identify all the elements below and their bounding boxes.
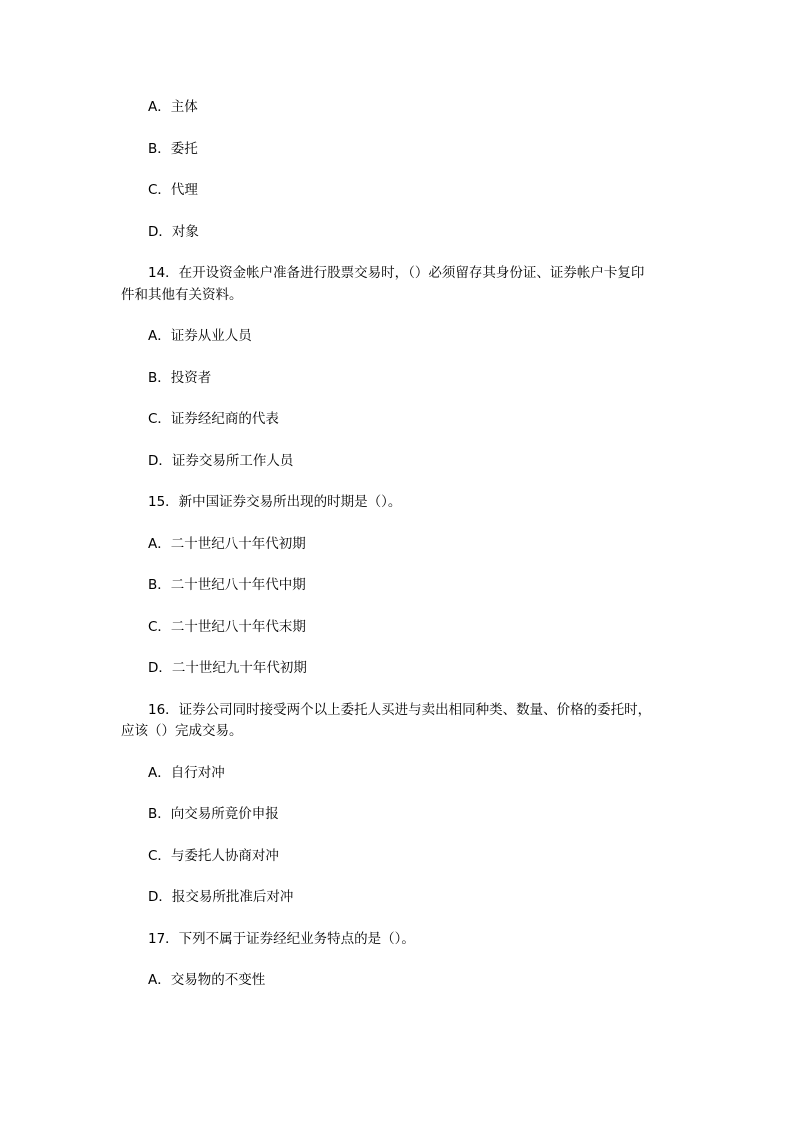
option-14-c: C．证券经纪商的代表 (148, 411, 279, 427)
option-13-a: A．主体 (148, 99, 198, 115)
question-14: 14．在开设资金帐户准备进行股票交易时，（）必须留存其身份证、证券帐户卡复印 (148, 265, 645, 281)
option-16-d: D．报交易所批准后对冲 (148, 889, 294, 905)
question-15: 15．新中国证券交易所出现的时期是（）。 (148, 494, 402, 510)
question-14-continued: 件和其他有关资料。 (121, 287, 243, 303)
option-15-a: A．二十世纪八十年代初期 (148, 536, 306, 552)
option-15-d: D．二十世纪九十年代初期 (148, 660, 307, 676)
option-16-b: B．向交易所竟价申报 (148, 806, 279, 822)
question-16: 16．证券公司同时接受两个以上委托人买进与卖出相同种类、数量、价格的委托时， (148, 702, 652, 718)
question-16-continued: 应该（）完成交易。 (121, 723, 243, 739)
option-15-c: C．二十世纪八十年代末期 (148, 619, 306, 635)
option-13-d: D．对象 (148, 224, 199, 240)
question-17: 17．下列不属于证券经纪业务特点的是（）。 (148, 931, 415, 947)
option-17-a: A．交易物的不变性 (148, 972, 266, 988)
option-15-b: B．二十世纪八十年代中期 (148, 577, 306, 593)
option-13-b: B．委托 (148, 141, 198, 157)
option-14-a: A．证券从业人员 (148, 328, 252, 344)
option-16-a: A．自行对冲 (148, 765, 225, 781)
option-14-b: B．投资者 (148, 370, 212, 386)
option-16-c: C．与委托人协商对冲 (148, 848, 279, 864)
option-13-c: C．代理 (148, 182, 198, 198)
option-14-d: D．证券交易所工作人员 (148, 453, 294, 469)
